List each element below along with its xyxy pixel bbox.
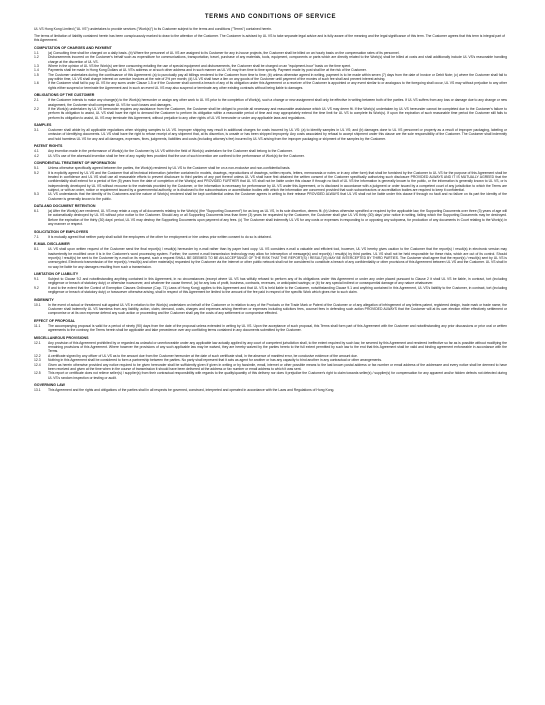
clause-number: 12.2 <box>34 353 41 358</box>
clause-number: 10.1 <box>34 302 41 307</box>
clause <box>34 286 507 295</box>
clause-number: 5.1 <box>34 166 39 171</box>
clause-number: 11.1 <box>34 323 41 328</box>
clause-number: 4.2 <box>34 153 39 158</box>
clause-number: 12.5 <box>34 371 41 376</box>
intro-paragraph: UL VS Hong Kong Limited ("UL VS") undertakes to provide services ("Work(s)") to its Customer subject to the terms and conditions ("Terms") contained herein. <box>34 27 272 31</box>
clause-number: 13.1 <box>34 388 41 393</box>
clause <box>34 55 507 64</box>
clause-text: Customer shall abide by all applicable regulations when shipping samples to UL VS. Improper shipping may result in additional charges for costs incurred by UL VS: (a) to identify samples in UL VS; and (b) damages done to UL VS personnel or property as a result of improper packaging, labeling or omission of identifying documents. UL VS shall have the right to refuse receipt of any shipment that, at its discretion, is unsafe or has been shipped improperly. Any costs associated by refusal to accept shipment under this clause are the sole responsibility of the Customer. The Customer shall indemnify and hold harmless UL VS for any and all damages, expenses, fines, judgments, liabilities and costs (including attorney's fee) incurred by UL VS arising from the improper packaging or shipment of the samples by the Customer. <box>48 128 507 141</box>
section <box>34 123 507 141</box>
clause-number: 1.3 <box>34 63 39 68</box>
section-title: COMPUTATION OF CHARGES AND PAYMENT <box>34 45 112 50</box>
clause-text: Unless otherwise specifically agreed between the parties, the Work(s) rendered by UL VS to the Customer shall be on a non-exclusive and non-confidential basis. <box>48 166 291 171</box>
clause-text: If the Customer intends to make any change(s) to the Work(s) hereunder or assign any other work to UL VS prior to the completion of Work(s), such a change or new assignment shall only be effective in writing between both of the parties. If UL VS suffers from any loss or damage due to any change or new assignment, the Customer shall compensate UL VS for such losses and damages. <box>48 98 507 107</box>
section <box>34 298 507 316</box>
clause <box>34 324 507 333</box>
clause-text: (a) After the Work(s) are rendered, UL VS may retain a copy of all documents relating to the Work(s) (the "Supporting Document") for as long as UL VS, in its sole discretion, deems fit. (b) Unless otherwise specified or required by the applicable law, the Supporting Documents over three (3) years of age will be automatically destroyed by UL VS without prior notice to the Customer. Should any or all Supporting Documents less than three (3) years be requested by the Customer, the Customer shall give UL VS thirty (30) days' prior notice in writing, failing which the Supporting Documents may be destroyed. Before the expiration of the thirty (30) days' period, UL VS may destroy the Supporting Documents upon payment of any fees. (c) The Customer shall indemnify UL VS for any costs or expenses in responding to or opposing any subpoena, for production of any documents in Court relating to the Work(s) in any manner or respect. <box>48 209 507 227</box>
clause-text: (a) Consulting time shall be charged on a daily basis. (b) Where the personnel of UL VS are assigned to its Customer for any in-house projects, the Customer shall be billed on an hourly basis on the compensation rates of its personnel. <box>48 50 400 55</box>
section <box>34 161 507 201</box>
clause-number: 1.2 <box>34 55 39 60</box>
clause <box>34 341 507 354</box>
section-title: EFFECT OF PROPOSAL <box>34 318 76 323</box>
clause-number: 12.1 <box>34 340 41 345</box>
clause-text: It is explicitly agreed by UL VS and the Customer that all technical information (whether contained in models, drawings, reproductions of drawings, written reports, letters, memoranda or notes or in any other form) that shall be furnished by the Customer to UL VS for the purpose of this Agreement shall be treated in confidence and UL VS shall use all reasonable efforts to prevent disclosure to third parties of any part thereof unless UL VS shall have first obtained the written consent of the Customer specifically authorizing such disclosure PROVIDED ALWAYS AND IT IS MUTUALLY AGREED that the confidentiality shall extend for a period of five (5) years from the date of completion of the Work(s) and PROVIDED FURTHER that UL VS shall not be liable under this clause if through no fault of UL VS the information is generally known to the public, or the information is generally known to UL VS, or is independently developed by UL VS without recourse to the materials provided by the Customer, or the information is necessary for performance by UL VS under this Agreement, or is disclosed in accordance with a judgment or order issued by a competent court of any jurisdiction to which the Terms are subject, or with an order, notice or requirement issued by a governmental authority, or is disclosed to the subcontractors or accreditation bodies with which the information are concerned provided that such subcontractors or accreditation bodies are required to keep it confidential. <box>48 170 507 192</box>
clause-text: UL VS shall upon written request of the Customer send the final report(s) / result(s) hereunder by e-mail rather than by paper hard copy. UL VS considers e-mail a valuable and efficient tool, however, UL VS hereby gives caution to the Customer that the report(s) / result(s) in electronic version may inadvertently be modified once it is in the Customer's word processing system. Further, the current e-mail transmission technology may allow for interception of message(s) and report(s) / result(s) by third parties. UL VS shall not be held responsible for these risks, which are out of its control. Should report(s) / result(s) be sent to the Customer by e-mail on its request, such a request SHALL BE DEEMED TO BE AN ACCEPTANCE OF THE RISK THAT THE REPORT(S) / RESULT(S) MAY BE INTERCEPTED BY THIRD PARTIES. The Customer shall agree that the report(s) / result(s) sent by UL VS is unencrypted. Electronic transmission of the report(s) / result(s) and other material(s) requested by the Customer via the Internet or other public network shall not be considered to constitute a breach of any confidentiality or other provisions of this Agreement between UL VS and the Customer. UL VS shall in no way be liable for any damages resulting from such a transmission. <box>48 247 507 269</box>
section-title: CONFIDENTIAL TREATMENT OF INFORMATION <box>34 161 116 166</box>
clause <box>34 154 507 158</box>
section-title: MISCELLANEOUS PROVISIONS <box>34 335 89 340</box>
clause-text: This report or certificate does not relieve seller(s) / supplier(s) from their contractual responsibility with regards to the quality/quantity of this delivery nor does it prejudice the Customer's right to claim towards seller(s) / supplier(s) for compensation for any apparent and/or hidden defects not detected during UL VS's random inspection or testing or audit. <box>48 371 507 380</box>
section-title: E-MAIL DISCLAIMER <box>34 242 70 247</box>
clause-text: If the Work(s) undertaken by UL VS hereunder requires any assistance from the Customer, the Customer shall be obliged to provide all necessary and reasonable assistance which UL VS may deem fit. If the Work(s) undertaken by UL VS hereunder cannot be completed due to the Customer's failure to perform its obligation to assist, UL VS shall have the right to demand the Customer to perform its obligation within a reasonable period of time and may appropriately extend the time limit for UL VS to complete its Work(s). If upon the expiration of such reasonable time period the Customer still fails to perform its obligation to assist, UL VS may terminate this Agreement, without prejudice to any other rights of UL VS hereunder or under any applicable laws and regulations. <box>48 106 507 120</box>
document-sections <box>34 46 507 393</box>
clause-text: Nothing in this Agreement shall be considered to form a partnership between the parties. No party shall represent that it acts as agent for another or has any capacity to bind another in any contractual or other arrangements. <box>48 358 382 363</box>
clause-number: 12.3 <box>34 358 41 363</box>
clause <box>34 73 507 82</box>
clause <box>34 98 507 107</box>
clause-text: In the event of actual or threatened suit against UL VS in relation to the Work(s) undertaken on behalf of the Customer or in relation to any of the Products or the Trade Mark or Patent of the Customer or of any allegation of infringement of any letters patent, registered design, trade mark or trade name, the Customer shall indemnify UL VS harmless from any liability, action, claim, demand, costs, charges and expenses arising therefrom or expenses including solicitors fees, counsel fees in defending such action PROVIDED ALWAYS that the Customer will at its own election either effectively settlement or compromise or at its own expense defend any such action or proceeding and the Customer shall pay the costs of any settlement or compromise effected. <box>48 302 507 316</box>
section <box>34 204 507 226</box>
clause <box>34 209 507 226</box>
section <box>34 46 507 90</box>
clause <box>34 363 507 372</box>
clause-number: 1.6 <box>34 81 39 86</box>
clause-text: If and to the extent that the Control of Exemption Clauses Ordinance (Cap. 71) Laws of Hong Kong) applies to this Agreement and that UL VS is held liable to the Customer, notwithstanding Clause 9.1 and anything contained in this Agreement, UL VS's liability to the Customer, in contract, tort (including negligence or breach of statutory duty) or howsoever otherwise arising, shall in respect of this Agreement be limited to the amount of the fee paid in respect of the specific Work which gives rise to such claim. <box>48 285 507 295</box>
section <box>34 93 507 120</box>
clause <box>34 303 507 316</box>
clause-text: Any invention made in the performance of Work(s) for the Customer by UL VS within the field of Work(s) undertaken for the Customer shall belong to the Customer. <box>48 149 293 154</box>
section <box>34 272 507 294</box>
clause-number: 5.2 <box>34 170 39 175</box>
document-intro <box>34 27 507 43</box>
clause-text: Where in the opinion of UL VS the Work(s) are time consuming entailing the use of special equipment and disbursements, the Customer shall be charged on an "equipment-hour" basis on the time spent. <box>48 63 352 68</box>
clause-number: 2.1 <box>34 98 39 103</box>
clause <box>34 277 507 286</box>
clause-text: Any provision of this Agreement prohibited by or regarded as unlawful or unenforceable under any applicable law actually applied by any court of competent jurisdiction shall, to the extent required by such law, be severed by this Agreement and rendered ineffective so far as is possible without modifying the remaining provisions of this Agreement. Where however the provisions of any such applicable law may be waived, they are hereby waived by the parties hereto to the full extent permitted by such law to the end that this Agreement shall be valid and binding agreement enforceable in accordance with the Terms. <box>48 340 507 354</box>
clause <box>34 107 507 120</box>
clause <box>34 371 507 380</box>
clause-number: 1.1 <box>34 50 39 55</box>
clause-number: 9.2 <box>34 285 39 290</box>
clause-text: The accompanying proposal is valid for a period of ninety (90) days from the date of the proposal unless extended in writing by UL VS. Upon the acceptance of such proposal, this Terms shall form part of this Agreement with the Customer and notwithstanding any prior discussions or prior oral or written agreements to the contrary, the Terms herein shall be applicable and take precedence over any conflicting terms contained in any documents submitted by the Customer. <box>48 323 507 333</box>
clause-number: 6.1 <box>34 209 39 214</box>
clause-text: It is mutually agreed that neither party shall solicit the employees of the other for employment or hire unless prior written consent to do so is obtained. <box>48 234 272 239</box>
section-title: SAMPLES <box>34 123 52 128</box>
document-title: TERMS AND CONDITIONS OF SERVICE <box>204 14 337 20</box>
section-title: GOVERNING LAW <box>34 383 65 388</box>
clause <box>34 192 507 201</box>
clause-text: A certificate signed by any officer of UL VS as to the amount due from the Customer hereunder at the date of such certificate shall, in the absence of manifest error, be conclusive evidence of the amount due. <box>48 353 358 358</box>
clause-text: UL VS's use of the aforesaid invention shall be free of any royalty fees provided that the use of such invention are confined to the performance of Work(s) for the Customer. <box>48 153 305 158</box>
clause-text: This Agreement and the rights and obligations of the parties shall in all respects be governed, construed, interpreted and operated in accordance with the Laws and Regulations of Hong Kong. <box>48 388 335 393</box>
section-title: PATENT RIGHTS <box>34 144 63 149</box>
section <box>34 144 507 158</box>
section <box>34 319 507 333</box>
clause <box>34 235 507 239</box>
clause-text: Subject to Clause 9.2 and notwithstanding anything contained in this Agreement, in no circumstances (except where UL VS has wilfully refused to perform any of its obligations under this Agreement or under any order placed pursuant to Clause 2 it shall UL VS be liable, in contract, tort (including negligence or breach of statutory duty) or otherwise howsoever, and whatever the cause thereof, (a) for any loss of profit, business, contracts, revenues, or anticipated savings; or (b) for any special indirect or consequential damage of any nature whatsoever. <box>48 277 507 286</box>
section-title: LIMITATION OF LIABILITY <box>34 272 79 277</box>
clause-text: The Customer undertakes during the continuance of this Agreement: (a) to punctually pay all billings rendered to the Customer from time to time; (b) unless otherwise agreed in writing, payment is to be made within seven (7) days from the date of Invoice or Debit Note; (c) where the Customer shall fail to pay within time, UL VS shall charge interest on overdue invoices at the rate of 2% per month; (d) UL VS shall have a lien on any goods of the Customer until payment of the monies of such fee shall and prevent interest arising. <box>48 72 507 81</box>
section-title: INDEMNITY <box>34 297 54 302</box>
section <box>34 242 507 269</box>
clause-number: 9.1 <box>34 277 39 282</box>
clause-text: Payments shall be made in Hong Kong Dollars at UL VS's address or at such other address and in such manner as UL VS may from time to time specify. Payment made by post shall be at the risk of the Customer. <box>48 68 367 73</box>
clause-number: 5.3 <box>34 192 39 197</box>
clause-number: 1.4 <box>34 68 39 73</box>
clause-number: 4.1 <box>34 149 39 154</box>
section <box>34 383 507 392</box>
clause-text: Disbursements incurred on the Customer's behalf such as expenditure for communications, transportation, travel, purchase of any materials, tools, equipment, components or parts which are directly related to the Work(s) shall be billed at costs and shall additionally include UL VS's reasonable handling charge at the discretion of UL VS. <box>48 55 507 64</box>
clause-number: 3.1 <box>34 128 39 133</box>
clause-number: 12.4 <box>34 362 41 367</box>
section-title: DATA AND DOCUMENT RETENTION <box>34 204 96 209</box>
clause-text: Given as herein otherwise provided any notice required to be given hereunder shall be sufficiently given if given in writing or by facsimile, email, internet or other possible means to the last known postal address or fax number or email address of the addressee and every notice shall be deemed to have been received and given at the time when in the course of transmission it should have been delivered at the address or fax number or email address to which it was sent. <box>48 362 507 371</box>
clause-number: 2.2 <box>34 106 39 111</box>
clause-number: 7.1 <box>34 234 39 239</box>
clause <box>34 388 507 392</box>
section-title: OBLIGATIONS OF THE CUSTOMER <box>34 93 95 98</box>
clause-number: 1.5 <box>34 72 39 77</box>
clause-text: UL VS understands that the identity of its Customers and the nature of Work(s) rendered shall be kept confidential unless the Customer agrees in writing to their release PROVIDED ALWAYS that UL VS shall not be liable under this clause if through no fault and no failure on its part the identity of the Customer is generally known to the public. <box>48 192 507 201</box>
section <box>34 230 507 239</box>
clause-number: 8.1 <box>34 247 39 252</box>
section <box>34 336 507 380</box>
clause <box>34 247 507 269</box>
intro-paragraph: The terms of limitation of liability contained herein has been conspicuously marked to draw to the attention of the Customer. The Customer is advised by UL VS to take separate legal advice and is fully aware of the meaning and the legal significance of this term. The Customer agrees that this term is integral part of this Agreement. <box>34 33 505 43</box>
section-title: SOLICITATION OF EMPLOYEES <box>34 229 89 234</box>
clause-text: If the Customer shall fail to pay UL VS for any sums under Clause 1.5 or if the Customer shall commit a breach of any of its obligation under this Agreement or a receiver of the Customer is appointed or any event similar to or analogous to the foregoing shall occur, UL VS may without prejudice to any other rights either suspend or terminate the Agreement and in such an event UL VS may also suspend or terminate any other existing contracts without being liable to damages. <box>48 81 507 90</box>
clause <box>34 81 507 90</box>
clause <box>34 171 507 193</box>
clause <box>34 128 507 141</box>
